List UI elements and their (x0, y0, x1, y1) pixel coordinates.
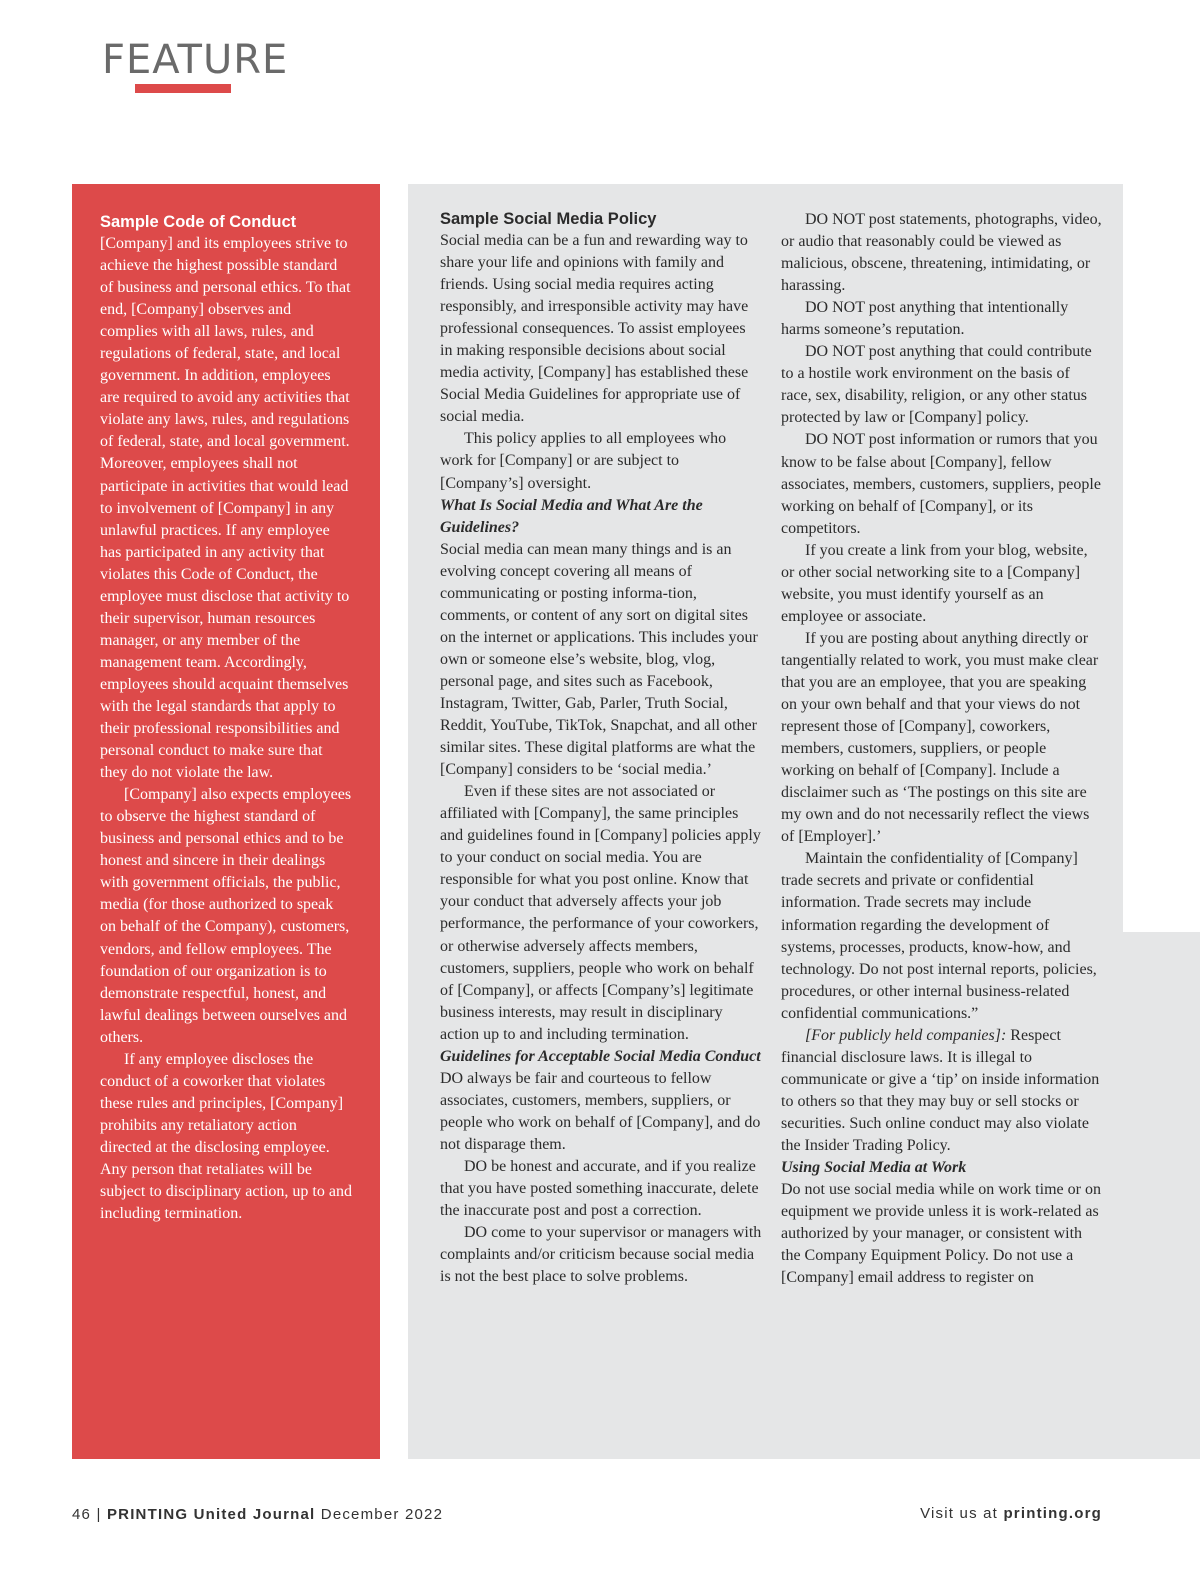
visit-prefix: Visit us at (920, 1505, 999, 1522)
policy-applies: This policy applies to all employees who work for [Company] or are subject to [Company’s] oversight. (440, 430, 727, 492)
do-come-to-supervisor: DO come to your supervisor or managers with complaints and/or criticism because social media is not the best place to solve problems. (440, 1224, 762, 1286)
panel-extension (1123, 932, 1200, 1459)
policy-column-left (440, 208, 762, 1288)
website-link[interactable]: printing.org (1003, 1505, 1102, 1522)
what-is-social-media-heading: What Is Social Media and What Are the Guidelines? (440, 496, 703, 536)
panel-notch (1123, 184, 1200, 932)
social-media-at-work-paragraph: Do not use social media while on work time or on equipment we provide unless it is work-related as authorized by your manager, or consistent with the Company Equipment Policy. Do not use a [Company] email address to register on (781, 1181, 1101, 1287)
section-title-rule (135, 84, 231, 93)
publication-name: PRINTING United Journal (106, 1506, 316, 1523)
public-companies-label: [For publicly held companies]: (805, 1026, 1007, 1044)
policy-intro: Social media can be a fun and rewarding way to share your life and opinions with family and friends. Using social media requires acting responsibly, and irresponsible activity may have professional consequences. To assist employees in making responsible decisions about social media activity, [Company] has established these Social Media Guidelines for appropriate use of social media. (440, 232, 749, 426)
do-not-harm-reputation: DO NOT post anything that intentionally harms someone’s reputation. (781, 299, 1069, 339)
code-of-conduct-sidebar (72, 184, 380, 1459)
code-of-conduct-title: Sample Code of Conduct (100, 213, 297, 231)
what-is-social-media-paragraph-2: Even if these sites are not associated or affiliated with [Company], the same principles and guidelines found in [Company] policies apply to your conduct on social media. You are responsible for what you post online. Know that your conduct that adversely affects your job performance, the performance of your coworkers, or otherwise adversely affects members, customers, suppliers, people who work on behalf of [Company], or affects [Company’s] legitimate business interests, may result in disciplinary action up to and including termination. (440, 783, 761, 1043)
social-media-at-work-heading: Using Social Media at Work (781, 1159, 967, 1177)
conduct-paragraph-2: [Company] also expects employees to observe the highest standard of business and personal ethics and to be honest and sincere in their dealings with government officials, the public, media (for those authorized to speak on behalf of the Company), customers, vendors, and fellow employees. The foundation of our organization is to demonstrate respectful, honest, and lawful dealings between ourselves and others. (100, 786, 352, 1046)
public-companies (781, 1025, 1103, 1157)
footer-folio (72, 1506, 443, 1523)
do-be-honest: DO be honest and accurate, and if you realize that you have posted something inaccurate, delete the inaccurate post and post a correction. (440, 1157, 759, 1220)
do-not-hostile-environment: DO NOT post anything that could contribute to a hostile work environment on the basis of race, sex, disability, religion, or any other status protected by law or [Company] policy. (781, 343, 1092, 427)
page-number: 46 (72, 1506, 92, 1523)
do-be-fair: DO always be fair and courteous to fellow associates, customers, members, suppliers, or people who work on behalf of [Company], and do not disparage them. (440, 1069, 761, 1153)
footer-visit (920, 1505, 1102, 1522)
policy-column-right (781, 209, 1103, 1289)
folio-separator: | (96, 1506, 102, 1523)
section-title: FEATURE (102, 37, 289, 83)
conduct-paragraph-3: If any employee discloses the conduct of a coworker that violates these rules and principles, [Company] prohibits any retaliatory action directed at the disclosing employee. Any person that retaliates will be subject to disciplinary action, up to and including termination. (100, 1050, 352, 1223)
issue-date: December 2022 (320, 1506, 444, 1523)
do-not-post-statements: DO NOT post statements, photographs, video, or audio that reasonably could be viewed as malicious, obscene, threatening, intimidating, or harassing. (781, 211, 1102, 295)
public-companies-text: Respect financial disclosure laws. It is illegal to communicate or give a ‘tip’ on inside information to others so that they may buy or sell stocks or securities. Such online conduct may also violate the Insider Trading Policy. (781, 1026, 1100, 1154)
policy-title: Sample Social Media Policy (440, 210, 657, 228)
what-is-social-media-paragraph-1: Social media can mean many things and is an evolving concept covering all means of communicating or posting informa-tion, comments, or content of any sort on digital sites on the internet or applications. This includes your own or someone else’s website, blog, vlog, personal page, and sites such as Facebook, Instagram, Twitter, Gab, Parler, Truth Social, Reddit, YouTube, TikTok, Snapchat, and all other similar sites. These digital platforms are what the [Company] considers to be ‘social media.’ (440, 540, 758, 779)
do-not-post-false-info: DO NOT post information or rumors that you know to be false about [Company], fellow associates, members, customers, suppliers, people working on behalf of [Company], or its competitors. (781, 431, 1101, 537)
conduct-paragraph-1: [Company] and its employees strive to achieve the highest possible standard of business and personal ethics. To that end, [Company] observes and complies with all laws, rules, and regulations of federal, state, and local government. In addition, employees are required to avoid any activities that violate any laws, rules, and regulations of federal, state, and local government. Moreover, employees shall not participate in activities that would lead to involvement of [Company] in any unlawful practices. If any employee has participated in any activity that violates this Code of Conduct, the employee must disclose that activity to their supervisor, human resources manager, or any member of the management team. Accordingly, employees should acquaint themselves with the legal standards that apply to their professional responsibilities and personal conduct to make sure that they do not violate the law. (100, 235, 351, 782)
confidentiality: Maintain the confidentiality of [Company] trade secrets and private or confidential information. Trade secrets may include information regarding the development of systems, processes, products, know-how, and technology. Do not post internal reports, policies, procedures, or other internal business-related confidential communications.” (781, 850, 1097, 1022)
link-identification: If you create a link from your blog, website, or other social networking site to a [Company] website, you must identify yourself as an employee or associate. (781, 541, 1088, 625)
acceptable-conduct-heading: Guidelines for Acceptable Social Media Conduct (440, 1047, 761, 1065)
posting-disclaimer: If you are posting about anything directly or tangentially related to work, you must make clear that you are an employee, that you are speaking on your own behalf and that your views do not represent those of [Company], coworkers, members, customers, suppliers, or people working on behalf of [Company]. Include a disclaimer such as ‘The postings on this site are my own and do not necessarily reflect the views of [Employer].’ (781, 629, 1099, 846)
